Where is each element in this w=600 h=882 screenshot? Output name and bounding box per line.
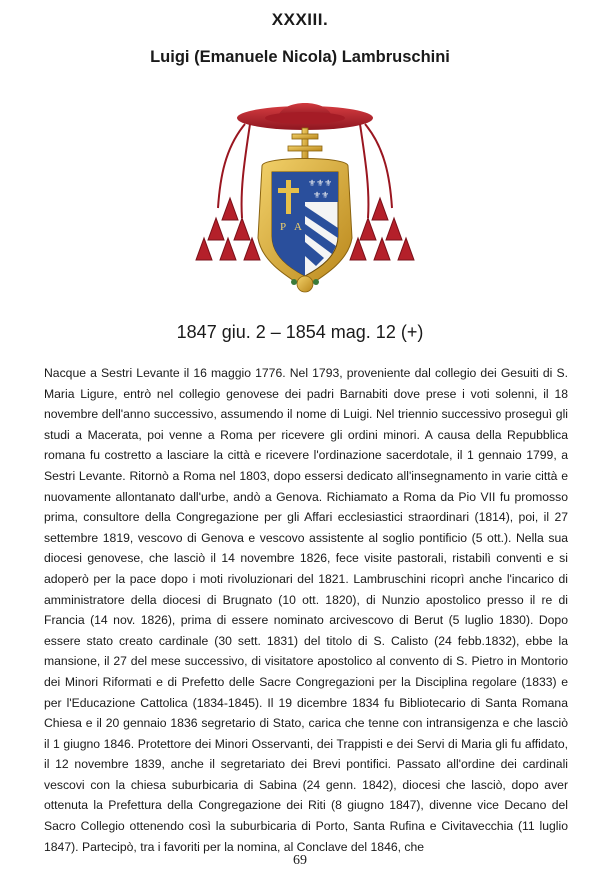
svg-text:⚜⚜: ⚜⚜ (313, 191, 330, 201)
biography-text (44, 363, 568, 857)
galero-hat (237, 103, 373, 130)
tenure-dates: 1847 giu. 2 – 1854 mag. 12 (+) (176, 322, 424, 342)
chapter-numeral: XXXIII. (271, 10, 329, 29)
lion-head-ornament (297, 276, 313, 292)
page-number: 69 (293, 853, 307, 868)
tassels-left (196, 124, 260, 260)
shield-letter-a: A (294, 221, 302, 233)
page-title: Luigi (Emanuele Nicola) Lambruschini (150, 48, 450, 66)
shield-letter-p: P (280, 221, 287, 233)
tassels-right (350, 124, 414, 260)
coat-of-arms (190, 88, 420, 298)
svg-text:⚜⚜⚜: ⚜⚜⚜ (308, 179, 333, 189)
biography-paragraph: Nacque a Sestri Levante il 16 maggio 1776. Nel 1793, proveniente dal collegio dei Gesuiti di S. Maria Ligure, entrò nel collegio genovese dei padri Barnabiti dove prese i voti solenni, il 18 novembre dell'anno successivo, assumendo il nome di Luigi. Nel triennio successivo proseguì gli studi a Macerata, poi venne a Roma per ricevere gli ordini minori. A causa della Repubblica romana fu costretto a lasciare la città e ricevere l'ordinazione sacerdotale, il 1 gennaio 1799, a Sestri Levante. Ritornò a Roma nel 1803, dopo essersi dedicato all'insegnamento in varie città e nuovamente allontanato dall'urbe, andò a Genova. Richiamato a Roma da Pio VII fu promosso prima, consultore della Congregazione per gli Affari ecclesiastici straordinari (1814), poi, il 27 settembre 1819, vescovo di Genova e vescovo assistente al soglio pontificio (5 ott.). Nella sua diocesi genovese, che lasciò il 14 novembre 1826, fece visite pastorali, ristabilì conventi e si adoperò per la pace dopo i moti rivoluzionari del 1821. Lambruschini ricoprì anche l'incarico di amministratore della diocesi di Brugnato (10 ott. 1820), di Nunzio apostolico presso il re di Francia (14 nov. 1826), prima di essere nominato arcivescovo di Berut (5 luglio 1830). Dopo essere stato creato cardinale (30 sett. 1831) del titolo di S. Calisto (24 febb.1832), ebbe la mansione, il 27 del mese successivo, di visitatore apostolico al convento di S. Pietro in Montorio dei Minori Riformati e di Prefetto delle Sacre Congregazioni per la Disciplina regolare (1833) e per l'Educazione Cattolica (1834-1845). Il 19 dicembre 1834 fu Bibliotecario di Santa Romana Chiesa e il 20 gennaio 1836 segretario di Stato, carica che tenne con intransigenza e che lasciò il 1 giugno 1846. Protettore dei Minori Osservanti, dei Trappisti e dei Servi di Maria gli fu affidato, il 12 novembre 1839, anche il segretariato dei Brevi pontifici. Passato all'ordine dei cardinali vescovi con la chiesa suburbicaria di Sabina (24 genn. 1842), diocesi che lasciò, dopo aver ottenuta la Prefettura della Congregazione dei Riti (8 giugno 1847), divenne vice Decano del Sacro Collegio ottenendo così la suburbicaria di Porto, Santa Rufina e Civitavecchia (11 luglio 1847). Partecipò, tra i favoriti per la nomina, al Conclave del 1846, che (44, 366, 568, 854)
